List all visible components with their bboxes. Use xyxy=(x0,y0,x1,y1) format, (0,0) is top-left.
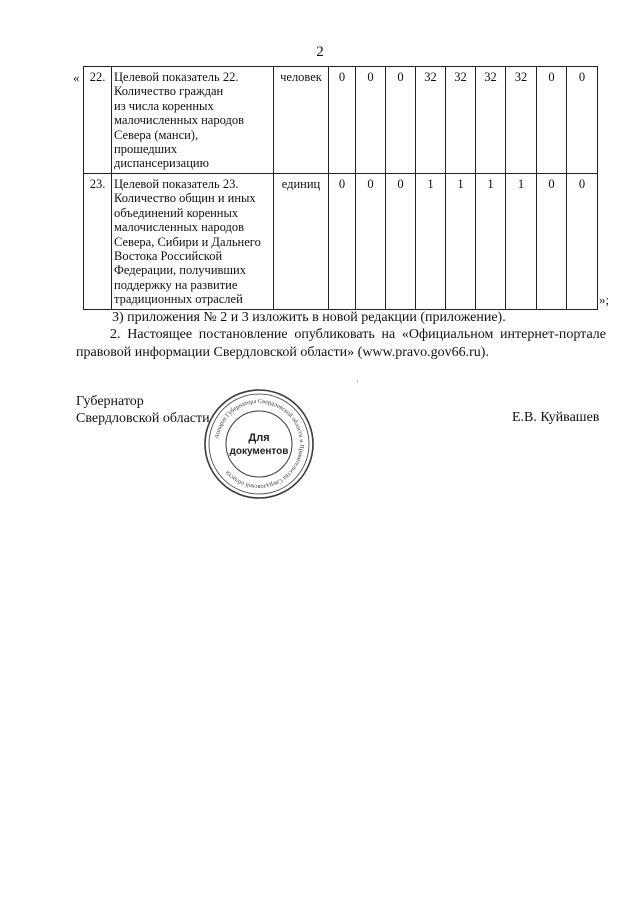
table-row xyxy=(84,67,598,174)
description-line: Севера, Сибири и Дальнего xyxy=(114,234,261,249)
description-line: Севера (манси), xyxy=(114,127,199,142)
description-line: Целевой показатель 22. xyxy=(114,70,239,84)
description-line: диспансеризацию xyxy=(114,156,209,171)
publication-item-2: 2. Настоящее постановление опубликовать на «Официальном интернет-портале правовой информации Свердловской области» (www.pravo.gov66.ru). xyxy=(76,327,606,360)
indicator-value: 1 xyxy=(506,174,537,310)
open-quote: « xyxy=(73,70,80,85)
indicator-value: 32 xyxy=(446,67,476,174)
row-number: 23. xyxy=(84,174,112,310)
table-row xyxy=(84,174,598,310)
indicator-description xyxy=(112,174,274,310)
description-line: поддержку на развитие xyxy=(114,277,238,292)
stamp-center-line1: Для xyxy=(248,432,270,444)
description-line: Целевой показатель 23. xyxy=(114,177,239,191)
indicator-value: 0 xyxy=(537,67,567,174)
indicator-value: 32 xyxy=(506,67,537,174)
stamp-center-ring xyxy=(226,411,292,477)
indicator-value: 0 xyxy=(329,174,356,310)
description-line: Востока Российской xyxy=(114,249,223,264)
description-line: объединений коренных xyxy=(114,205,239,220)
description-line: малочисленных народов xyxy=(114,220,244,235)
description-line: Федерации, получивших xyxy=(114,263,246,278)
description-line: прошедших xyxy=(114,142,178,157)
indicator-value: 0 xyxy=(567,67,598,174)
page-number: 2 xyxy=(316,44,324,60)
description-line: из числа коренных xyxy=(114,98,214,113)
indicator-value: 0 xyxy=(386,174,416,310)
unit-of-measure: единиц xyxy=(274,174,329,310)
indicator-value: 32 xyxy=(416,67,446,174)
indicator-value: 0 xyxy=(386,67,416,174)
stamp-outer-ring xyxy=(205,390,313,498)
stamp-center-line2: документов xyxy=(229,446,289,457)
indicator-value: 32 xyxy=(476,67,506,174)
description-line: малочисленных народов xyxy=(114,113,244,128)
signatory-name: Е.В. Куйвашев xyxy=(512,410,600,425)
indicator-value: 0 xyxy=(329,67,356,174)
targets-table xyxy=(83,66,598,310)
stamp-ring-text: Аппарат Губернатора Свердловской области и Правительства Свердловской области xyxy=(213,397,306,491)
indicator-value: 1 xyxy=(416,174,446,310)
signatory-title-line2: Свердловской области xyxy=(76,411,210,426)
indicator-value: 0 xyxy=(567,174,598,310)
signatory-title xyxy=(76,393,210,427)
indicator-value: 1 xyxy=(476,174,506,310)
row-number: 22. xyxy=(84,67,112,174)
amendment-item-3: 3) приложения № 2 и 3 изложить в новой редакции (приложение). xyxy=(112,310,506,325)
stamp-inner-ring xyxy=(209,394,309,494)
indicator-value: 0 xyxy=(356,174,386,310)
indicator-value: 0 xyxy=(537,174,567,310)
indicator-description xyxy=(112,67,274,174)
indicator-value: 1 xyxy=(446,174,476,310)
close-quote: »; xyxy=(599,292,610,307)
indicator-value: 0 xyxy=(356,67,386,174)
official-stamp xyxy=(203,388,315,500)
description-line: Количество общин и иных xyxy=(114,191,256,206)
description-line: традиционных отраслей xyxy=(114,292,243,307)
signatory-title-line1: Губернатор xyxy=(76,394,144,409)
unit-of-measure: человек xyxy=(274,67,329,174)
description-line: Количество граждан xyxy=(114,84,224,99)
